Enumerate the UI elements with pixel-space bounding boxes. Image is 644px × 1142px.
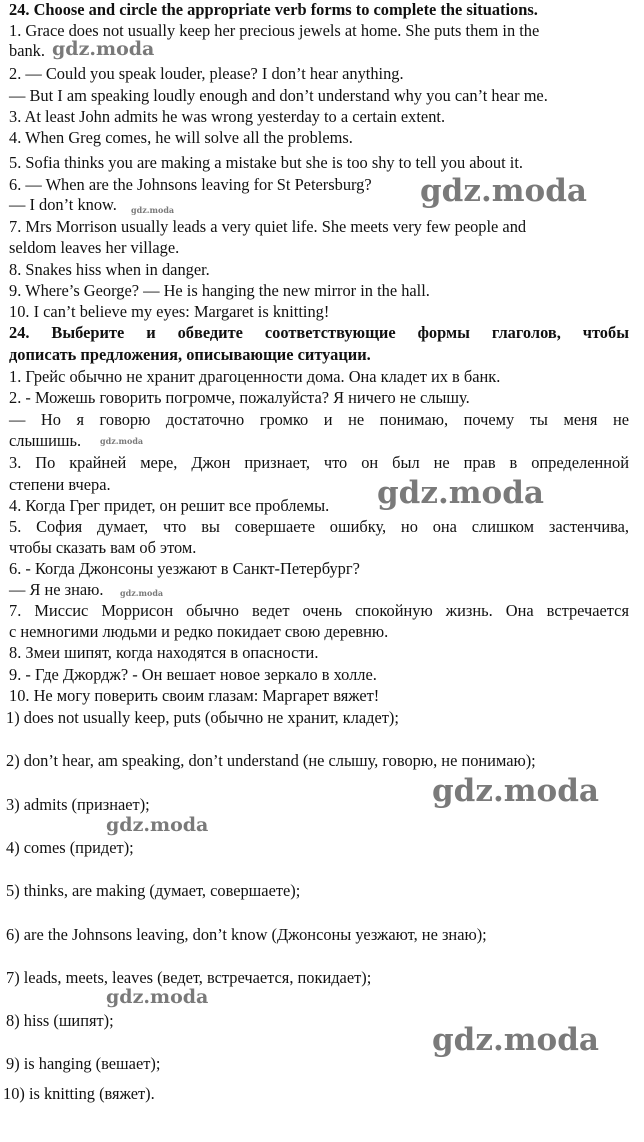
watermark: gdz.moda xyxy=(432,773,599,809)
english-line: 6. — When are the Johnsons leaving for St Petersburg? xyxy=(9,175,372,194)
russian-line: — Но я говорю достаточно громко и не понимаю, почему ты меня не xyxy=(9,410,629,429)
russian-line: 1. Грейс обычно не хранит драгоценности дома. Она кладет их в банк. xyxy=(9,367,501,386)
english-line: 2. — Could you speak louder, please? I don’t hear anything. xyxy=(9,64,404,83)
answer-line: 9) is hanging (вешает); xyxy=(6,1054,161,1073)
answer-line: 5) thinks, are making (думает, совершаете); xyxy=(6,881,301,900)
watermark: gdz.moda xyxy=(420,173,587,209)
answer-line: 8) hiss (шипят); xyxy=(6,1011,114,1030)
answer-line: 10) is knitting (вяжет). xyxy=(3,1084,155,1103)
english-line: 8. Snakes hiss when in danger. xyxy=(9,260,210,279)
russian-line: слышишь. xyxy=(9,431,82,450)
english-line: 3. At least John admits he was wrong yesterday to a certain extent. xyxy=(9,107,446,126)
english-line: 10. I can’t believe my eyes: Margaret is knitting! xyxy=(9,302,330,321)
watermark: gdz.moda xyxy=(52,38,155,60)
english-line: bank. xyxy=(9,41,45,60)
russian-line: 9. - Где Джордж? - Он вешает новое зеркало в холле. xyxy=(9,665,377,684)
answer-line: 7) leads, meets, leaves (ведет, встречается, покидает); xyxy=(6,968,372,987)
answer-line: 3) admits (признает); xyxy=(6,795,150,814)
russian-line: 3. По крайней мере, Джон признает, что он был не прав в определенной xyxy=(9,453,629,472)
english-line: 7. Mrs Morrison usually leads a very quiet life. She meets very few people and xyxy=(9,217,527,236)
english-heading: 24. Choose and circle the appropriate verb forms to complete the situations. xyxy=(9,0,538,19)
russian-line: 10. Не могу поверить своим глазам: Маргарет вяжет! xyxy=(9,686,380,705)
watermark: gdz.moda xyxy=(106,814,209,836)
english-line: 9. Where’s George? — He is hanging the new mirror in the hall. xyxy=(9,281,430,300)
russian-line: с немногими людьми и редко покидает свою деревню. xyxy=(9,622,389,641)
watermark: gdz.moda xyxy=(106,986,209,1008)
russian-line: 4. Когда Грег придет, он решит все проблемы. xyxy=(9,496,330,515)
russian-line: 8. Змеи шипят, когда находятся в опасности. xyxy=(9,643,319,662)
answer-line: 6) are the Johnsons leaving, don’t know (Джонсоны уезжают, не знаю); xyxy=(6,925,487,944)
answer-line: 4) comes (придет); xyxy=(6,838,134,857)
russian-heading-line1: 24. Выберите и обведите соответствующие формы глаголов, чтобы xyxy=(9,323,629,342)
english-line: 1. Grace does not usually keep her precious jewels at home. She puts them in the xyxy=(9,21,540,40)
english-line: 5. Sofia thinks you are making a mistake but she is too shy to tell you about it. xyxy=(9,153,523,172)
watermark: gdz.moda xyxy=(377,475,544,511)
answer-line: 2) don’t hear, am speaking, don’t understand (не слышу, говорю, не понимаю); xyxy=(6,751,536,770)
watermark: gdz.moda xyxy=(120,588,164,598)
english-line: — I don’t know. xyxy=(9,195,117,214)
english-line: 4. When Greg comes, he will solve all the problems. xyxy=(9,128,353,147)
watermark: gdz.moda xyxy=(131,205,175,215)
watermark: gdz.moda xyxy=(432,1022,599,1058)
russian-line: степени вчера. xyxy=(9,475,111,494)
russian-line: 6. - Когда Джонсоны уезжают в Санкт-Петербург? xyxy=(9,559,360,578)
russian-heading-line2: дописать предложения, описывающие ситуации. xyxy=(9,345,371,364)
russian-line: 5. София думает, что вы совершаете ошибку, но она слишком застенчива, xyxy=(9,517,629,536)
russian-line: 2. - Можешь говорить погромче, пожалуйста? Я ничего не слышу. xyxy=(9,388,470,407)
russian-line: — Я не знаю. xyxy=(9,580,104,599)
watermark: gdz.moda xyxy=(100,436,144,446)
russian-line: чтобы сказать вам об этом. xyxy=(9,538,197,557)
russian-line: 7. Миссис Моррисон обычно ведет очень спокойную жизнь. Она встречается xyxy=(9,601,629,620)
english-line: — But I am speaking loudly enough and don’t understand why you can’t hear me. xyxy=(9,86,548,105)
answer-line: 1) does not usually keep, puts (обычно не хранит, кладет); xyxy=(6,708,399,727)
english-line: seldom leaves her village. xyxy=(9,238,180,257)
